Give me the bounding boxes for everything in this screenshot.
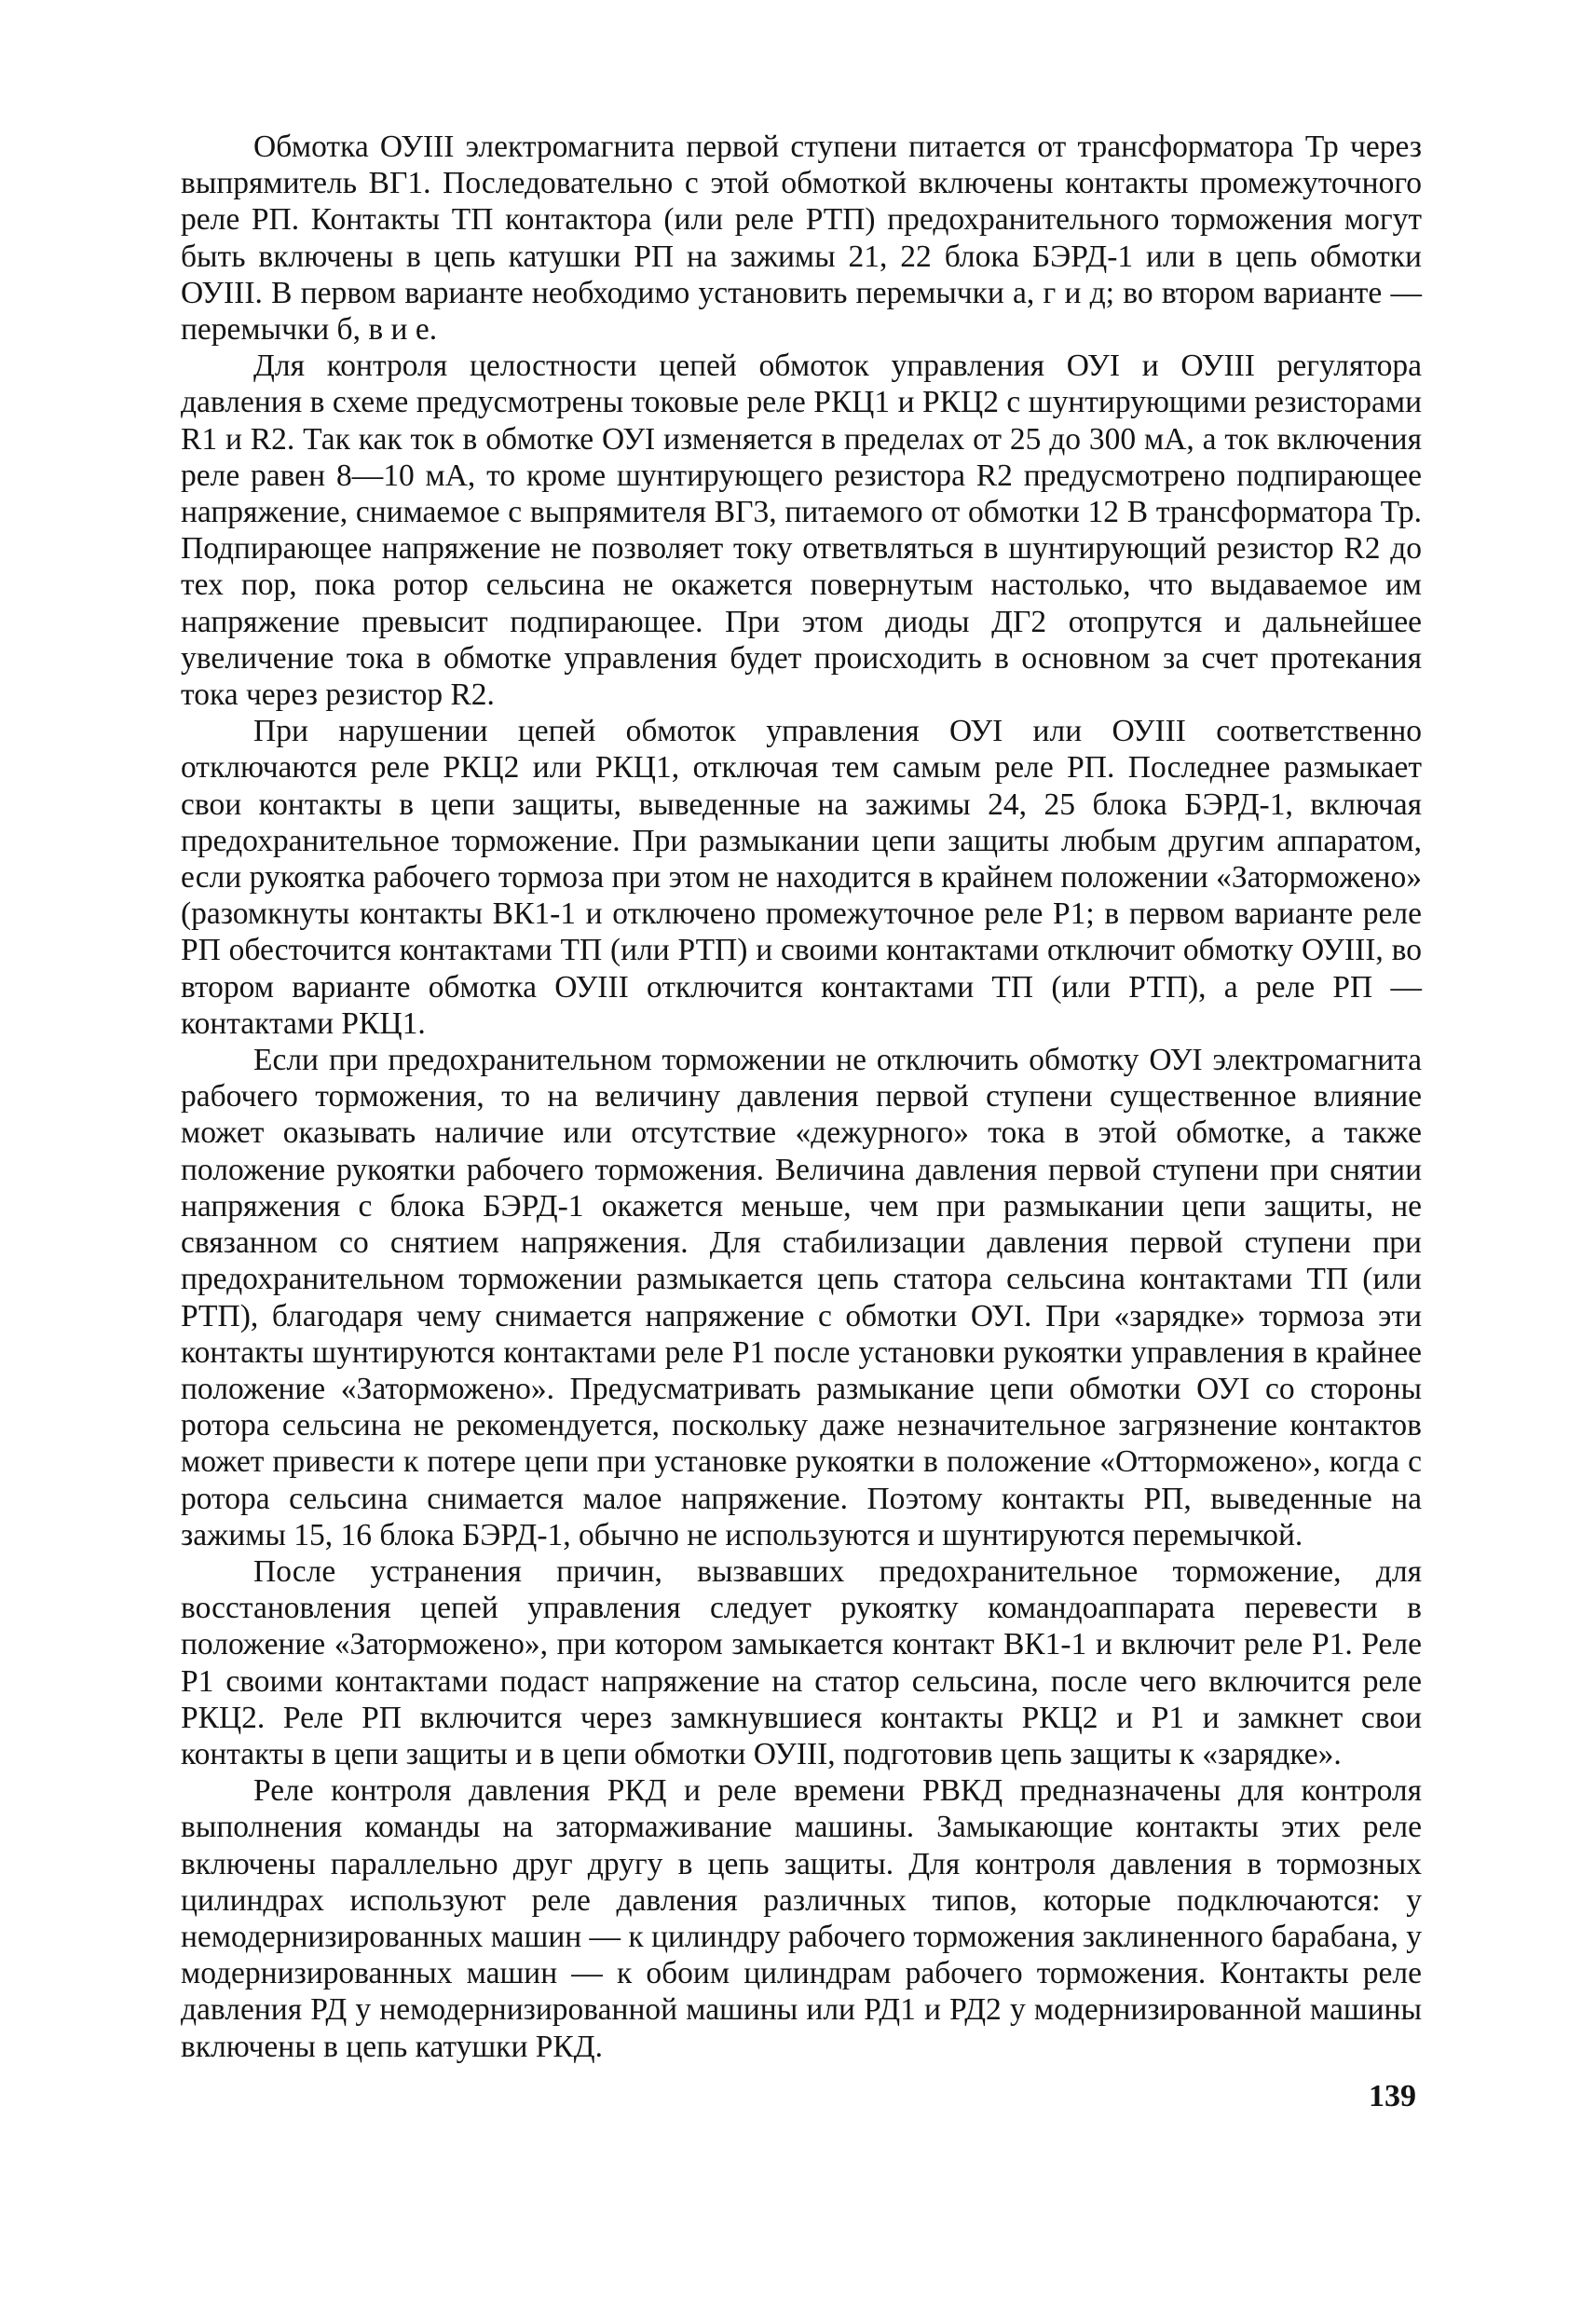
paragraph-5: После устранения причин, вызвавших предохранительное торможение, для восстановления цепей управления следует рукоятку командоаппарата перевести в положение «Заторможено», при котором замыкается контакт ВК1-1 и включит реле Р1. Реле Р1 своими контактами подаст напряжение на статор сельсина, после чего включится реле РКЦ2. Реле РП включится через замкнувшиеся контакты РКЦ2 и Р1 и замкнет свои контакты в цепи защиты и в цепи обмотки ОУIII, подготовив цепь защиты к «зарядке». bbox=[181, 1553, 1422, 1771]
book-page bbox=[181, 129, 1422, 2272]
page-number: 139 bbox=[1369, 2079, 1416, 2113]
paragraph-4: Если при предохранительном торможении не отключить обмотку ОУI электромагнита рабочего торможения, то на величину давления первой ступени существенное влияние может оказывать наличие или отсутствие «дежурного» тока в этой обмотке, а также положение рукоятки рабочего торможения. Величина давления первой ступени при снятии напряжения с блока БЭРД-1 окажется меньше, чем при размыкании цепи защиты, не связанном со снятием напряжения. Для стабилизации давления первой ступени при предохранительном торможении размыкается цепь статора сельсина контактами ТП (или РТП), благодаря чему снимается напряжение с обмотки ОУI. При «зарядке» тормоза эти контакты шунтируются контактами реле Р1 после установки рукоятки управления в крайнее положение «Заторможено». Предусматривать размыкание цепи обмотки ОУI со стороны ротора сельсина не рекомендуется, поскольку даже незначительное загрязнение контактов может привести к потере цепи при установке рукоятки в положение «Отторможено», когда с ротора сельсина снимается малое напряжение. Поэтому контакты РП, выведенные на зажимы 15, 16 блока БЭРД-1, обычно не используются и шунтируются перемычкой. bbox=[181, 1043, 1422, 1552]
paragraph-1: Обмотка ОУIII электромагнита первой ступени питается от трансформатора Тр через выпрямитель ВГ1. Последовательно с этой обмоткой включены контакты промежуточного реле РП. Контакты ТП контактора (или реле РТП) предохранительного торможения могут быть включены в цепь катушки РП на зажимы 21, 22 блока БЭРД-1 или в цепь обмотки ОУIII. В первом варианте необходимо установить перемычки а, г и д; во втором варианте — перемычки б, в и е. bbox=[181, 130, 1422, 348]
paragraph-2: Для контроля целостности цепей обмоток управления ОУI и ОУIII регулятора давления в схеме предусмотрены токовые реле РКЦ1 и РКЦ2 с шунтирующими резисторами R1 и R2. Так как ток в обмотке ОУI изменяется в пределах от 25 до 300 мА, а ток включения реле равен 8—10 мА, то кроме шунтирующего резистора R2 предусмотрено подпирающее напряжение, снимаемое с выпрямителя ВГ3, питаемого от обмотки 12 В трансформатора Тр. Подпирающее напряжение не позволяет току ответвляться в шунтирующий резистор R2 до тех пор, пока ротор сельсина не окажется повернутым настолько, что выдаваемое им напряжение превысит подпирающее. При этом диоды ДГ2 отопрутся и дальнейшее увеличение тока в обмотке управления будет происходить в основном за счет протекания тока через резистор R2. bbox=[181, 349, 1422, 713]
paragraph-3: При нарушении цепей обмоток управления ОУI или ОУIII соответственно отключаются реле РКЦ2 или РКЦ1, отключая тем самым реле РП. Последнее размыкает свои контакты в цепи защиты, выведенные на зажимы 24, 25 блока БЭРД-1, включая предохранительное торможение. При размыкании цепи защиты любым другим аппаратом, если рукоятка рабочего тормоза при этом не находится в крайнем положении «Заторможено» (разомкнуты контакты ВК1-1 и отключено промежуточное реле Р1; в первом варианте реле РП обесточится контактами ТП (или РТП) и своими контактами отключит обмотку ОУIII, во втором варианте обмотка ОУIII отключится контактами ТП (или РТП), а реле РП — контактами РКЦ1. bbox=[181, 714, 1422, 1041]
paragraph-6: Реле контроля давления РКД и реле времени РВКД предназначены для контроля выполнения команды на затормаживание машины. Замыкающие контакты этих реле включены параллельно друг другу в цепь защиты. Для контроля давления в тормозных цилиндрах используют реле давления различных типов, которые подключаются: у немодернизированных машин — к цилиндру рабочего торможения заклиненного барабана, у модернизированных машин — к обоим цилиндрам рабочего торможения. Контакты реле давления РД у немодернизированной машины или РД1 и РД2 у модернизированной машины включены в цепь катушки РКД. bbox=[181, 1773, 1423, 2064]
